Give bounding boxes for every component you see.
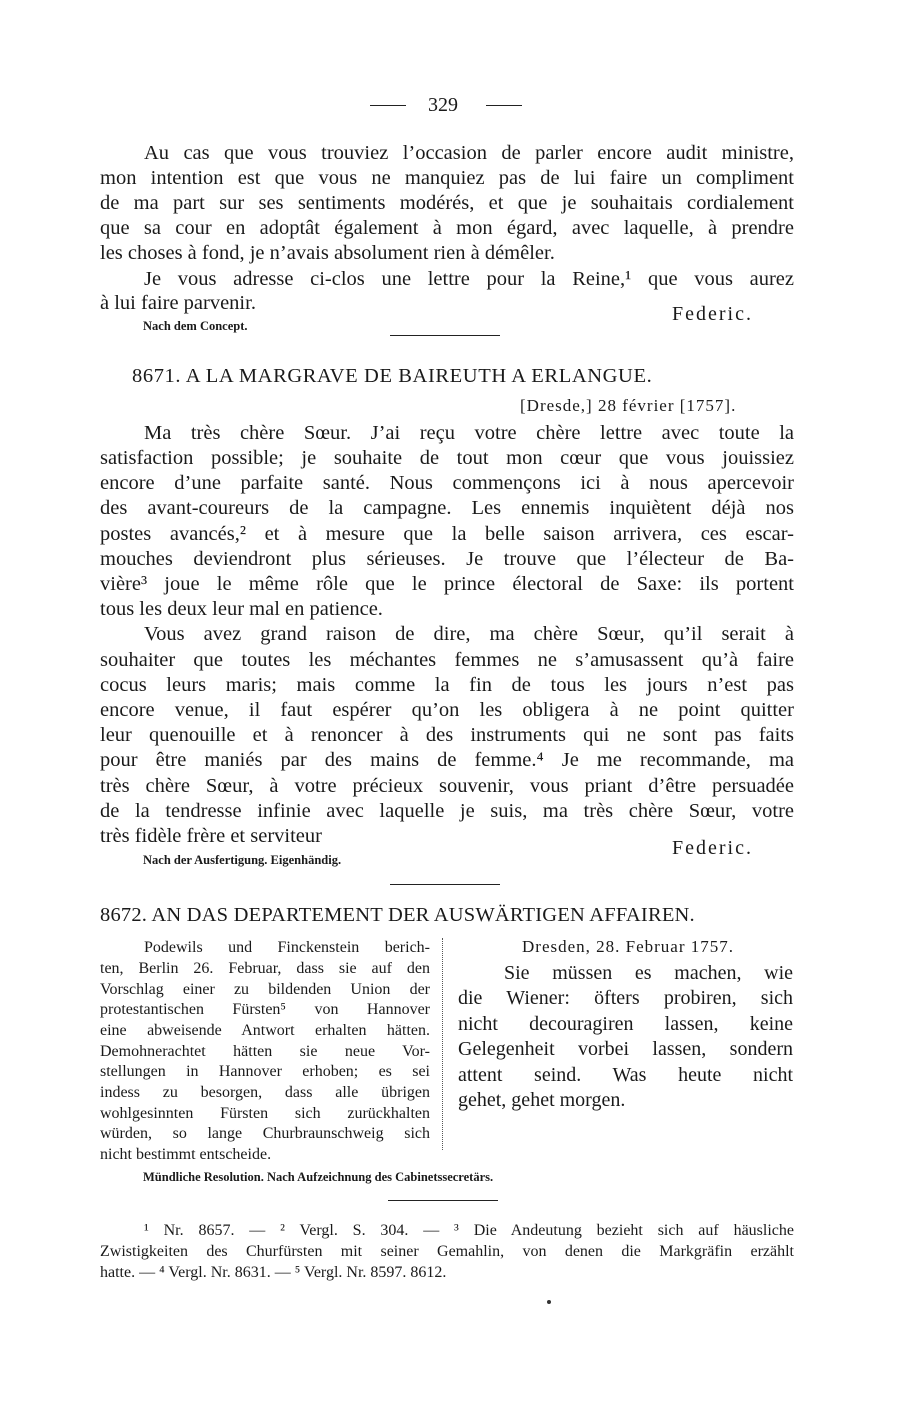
text-line: de ma part sur ses sentiments modérés, et que je souhaitais cordialement	[100, 192, 794, 214]
page-number-dash-left	[370, 105, 406, 106]
text-line: nicht decouragiren lassen, keine	[458, 1013, 793, 1035]
source-note: Nach dem Concept.	[143, 319, 248, 333]
text-line: Demohnerachtet hätten sie neue Vor-	[100, 1043, 430, 1060]
text-line: souhaiter que toutes les méchantes femmes ne s’amusassent qu’à faire	[100, 649, 794, 671]
signature: Federic.	[672, 837, 753, 859]
text-line: die Wiener: öfters probiren, sich	[458, 987, 793, 1009]
text-line: wohlgesinnten Fürsten sich zurückhalten	[100, 1105, 430, 1122]
text-line: encore d’une parfaite santé. Nous commençons ici à nous apercevoir	[100, 472, 794, 494]
source-note: Nach der Ausfertigung. Eigenhändig.	[143, 853, 342, 867]
letter-heading: 8672. AN DAS DEPARTEMENT DER AUSWÄRTIGEN AFFAIREN.	[100, 904, 695, 926]
text-line: Je vous adresse ci-clos une lettre pour la Reine,¹ que vous aurez	[144, 268, 794, 290]
footnote-line: hatte. — ⁴ Vergl. Nr. 8631. — ⁵ Vergl. Nr. 8597. 8612.	[100, 1264, 447, 1281]
footnote-line: ¹ Nr. 8657. — ² Vergl. S. 304. — ³ Die Andeutung bezieht sich auf häusliche	[144, 1222, 794, 1239]
text-line: que sa cour en adoptât également à mon égard, avec laquelle, à prendre	[100, 217, 794, 239]
text-line: Sie müssen es machen, wie	[504, 962, 793, 984]
text-line: satisfaction possible; je souhaite de tout mon cœur que vous jouissiez	[100, 447, 794, 469]
letter-heading: 8671. A LA MARGRAVE DE BAIREUTH A ERLANGUE.	[132, 365, 653, 387]
text-line: indess zu besorgen, dass alle übrigen	[100, 1084, 430, 1101]
text-line: würden, so lange Churbraunschweig sich	[100, 1125, 430, 1142]
text-line: postes avancés,² et à mesure que la belle saison arrivera, ces escar-	[100, 523, 794, 545]
text-line: Gelegenheit vorbei lassen, sondern	[458, 1038, 793, 1060]
text-line: nicht bestimmt entscheide.	[100, 1146, 272, 1163]
text-line: stellungen in Hannover erhoben; es sei	[100, 1063, 430, 1080]
text-line: mon intention est que vous ne manquiez pas de lui faire un compliment	[100, 167, 794, 189]
text-line: les choses à fond, je n’avais absolument rien à démêler.	[100, 242, 555, 264]
dateline: [Dresde,] 28 février [1757].	[520, 396, 737, 415]
source-note: Mündliche Resolution. Nach Aufzeichnung des Cabinetssecretärs.	[143, 1170, 494, 1184]
text-line: très fidèle frère et serviteur	[100, 825, 322, 847]
text-line: protestantischen Fürsten⁵ von Hannover	[100, 1001, 430, 1018]
text-line: de la tendresse infinie avec laquelle je suis, ma très chère Sœur, votre	[100, 800, 794, 822]
stray-dot	[547, 1300, 551, 1304]
text-line: leur quenouille et à renoncer à des instruments qui ne sont pas faits	[100, 724, 794, 746]
section-divider	[390, 335, 500, 336]
text-line: des avant-coureurs de la campagne. Les ennemis inquiètent déjà nos	[100, 497, 794, 519]
signature: Federic.	[672, 303, 753, 325]
page-number: 329	[428, 94, 458, 116]
text-line: Podewils und Finckenstein berich-	[144, 939, 430, 956]
footnote-line: Zwistigkeiten des Churfürsten mit seiner Gemahlin, von denen die Markgräfin erzählt	[100, 1243, 794, 1260]
text-line: vière³ joue le même rôle que le prince électoral de Saxe: ils portent	[100, 573, 794, 595]
page-number-dash-right	[486, 105, 522, 106]
column-divider	[442, 938, 443, 1150]
dateline: Dresden, 28. Februar 1757.	[522, 937, 735, 956]
text-line: Ma très chère Sœur. J’ai reçu votre chère lettre avec toute la	[144, 422, 794, 444]
text-line: encore venue, il faut espérer qu’on les obligera à ne point quitter	[100, 699, 794, 721]
text-line: cocus leurs maris; mais comme la fin de tous les jours n’est pas	[100, 674, 794, 696]
text-line: tous les deux leur mal en patience.	[100, 598, 383, 620]
text-line: à lui faire parvenir.	[100, 292, 256, 314]
text-line: Au cas que vous trouviez l’occasion de parler encore audit ministre,	[144, 142, 794, 164]
text-line: Vorschlag einer zu bildenden Union der	[100, 981, 430, 998]
section-divider	[390, 884, 500, 885]
text-line: attent seind. Was heute nicht	[458, 1064, 793, 1086]
text-line: ten, Berlin 26. Februar, dass sie auf den	[100, 960, 430, 977]
text-line: eine abweisende Antwort erhalten hätten.	[100, 1022, 430, 1039]
text-line: gehet, gehet morgen.	[458, 1089, 626, 1111]
text-line: très chère Sœur, à votre précieux souvenir, vous priant d’être persuadée	[100, 775, 794, 797]
text-line: mouches deviendront plus sérieuses. Je trouve que l’électeur de Ba-	[100, 548, 794, 570]
text-line: pour être maniés par des mains de femme.⁴ Je me recommande, ma	[100, 749, 794, 771]
text-line: Vous avez grand raison de dire, ma chère Sœur, qu’il serait à	[144, 623, 794, 645]
section-divider	[388, 1200, 498, 1201]
